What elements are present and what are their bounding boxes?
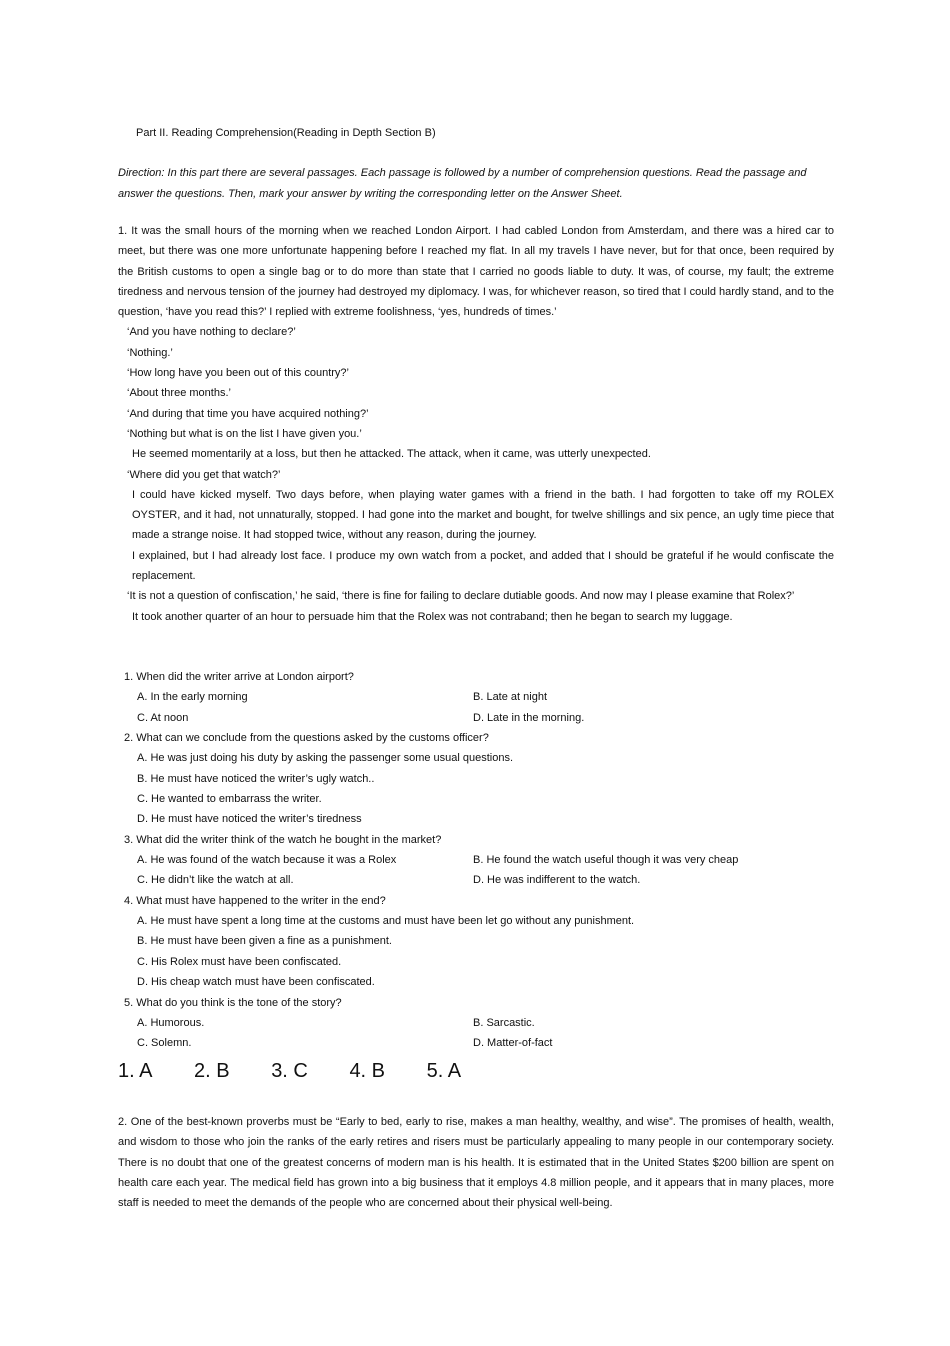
passage-1-paragraph: I explained, but I had already lost face. I produce my own watch from a pocket, and added that I should be grateful if he would confiscate the replacement. (132, 549, 834, 583)
answer-2: 2. B (194, 1060, 230, 1082)
dialogue-line: ‘Nothing.’ (127, 346, 173, 359)
option-d: D. He was indifferent to the watch. (473, 874, 641, 887)
answer-1: 1. A (118, 1060, 153, 1082)
option-b: B. He found the watch useful though it was very cheap (473, 854, 739, 867)
option-b: B. He must have noticed the writer’s ugly watch.. (137, 772, 375, 785)
dialogue-line: ‘And during that time you have acquired nothing?’ (127, 407, 369, 420)
question-stem: 4. What must have happened to the writer in the end? (124, 894, 386, 907)
passage-1 (118, 221, 834, 627)
question-stem: 5. What do you think is the tone of the story? (124, 996, 342, 1009)
passage-1-paragraph: I could have kicked myself. Two days before, when playing water games with a friend in the bath. I had forgotten to take off my ROLEX OYSTER, and it had, not unnaturally, stopped. I had gone into the market and bought, for twelve shillings and six pence, an ugly time piece that made a strange noise. It had stopped twice, without any reason, during the journey. (132, 488, 834, 542)
option-d: D. He must have noticed the writer’s tiredness (137, 813, 362, 826)
passage-2 (118, 1112, 834, 1213)
passage-2-paragraph: 2. One of the best-known proverbs must be “Early to bed, early to rise, makes a man healthy, wealthy, and wise”. The promises of health, wealth, and wisdom to those who join the ranks of the early retires and risers must be particularly appealing to many people in our contemporary society. There is no doubt that one of the greatest concerns of modern man is his health. It is estimated that in the United States $200 billion are spent on health care each year. The medical field has grown into a big business that it employs 4.8 million people, and it appears that in many places, more staff is needed to meet the demands of the people who are concerned about their physical well-being. (118, 1116, 834, 1210)
direction-text: Direction: In this part there are several passages. Each passage is followed by a number of comprehension questions. Read the passage and answer the questions. Then, mark your answer by writing the corresponding letter on the Answer Sheet. (118, 167, 807, 200)
option-d: D. His cheap watch must have been confiscated. (137, 976, 375, 989)
answer-3: 3. C (271, 1060, 308, 1082)
narration-line: He seemed momentarily at a loss, but then he attacked. The attack, when it came, was utterly unexpected. (132, 448, 651, 461)
dialogue-line: ‘Nothing but what is on the list I have given you.’ (127, 427, 362, 440)
option-c: C. He wanted to embarrass the writer. (137, 793, 322, 806)
dialogue-line: ‘Where did you get that watch?’ (127, 468, 281, 481)
question-list (124, 667, 834, 1054)
question-stem: 3. What did the writer think of the watch he bought in the market? (124, 833, 442, 846)
dialogue-line: ‘How long have you been out of this country?’ (127, 367, 349, 380)
option-c: C. His Rolex must have been confiscated. (137, 955, 342, 968)
dialogue-line: ‘And you have nothing to declare?’ (127, 326, 296, 339)
question-3 (124, 830, 834, 891)
passage-1-paragraph: ‘It is not a question of confiscation,’ he said, ‘there is fine for failing to declare dutiable goods. And now may I please examine that Rolex?’ (127, 590, 795, 603)
answer-5: 5. A (426, 1060, 462, 1082)
option-a: A. Humorous. (137, 1016, 205, 1029)
option-a: A. He was just doing his duty by asking the passenger some usual questions. (137, 752, 514, 765)
question-stem: 1. When did the writer arrive at London airport? (124, 671, 354, 683)
option-c: C. He didn’t like the watch at all. (137, 874, 294, 887)
question-5 (124, 993, 834, 1054)
dialogue-line: ‘About three months.’ (127, 387, 231, 400)
option-b: B. Sarcastic. (473, 1016, 535, 1029)
option-b: B. He must have been given a fine as a punishment. (137, 935, 392, 948)
question-2 (124, 728, 834, 830)
passage-1-paragraph: It took another quarter of an hour to persuade him that the Rolex was not contraband; then he began to search my luggage. (132, 610, 733, 623)
option-d: D. Late in the morning. (473, 711, 585, 724)
question-4 (124, 891, 834, 993)
option-c: C. Solemn. (137, 1037, 192, 1050)
option-a: A. He must have spent a long time at the customs and must have been let go without any punishment. (137, 915, 635, 928)
section-title: Part II. Reading Comprehension(Reading in Depth Section B) (136, 127, 436, 139)
passage-1-paragraph: 1. It was the small hours of the morning when we reached London Airport. I had cabled London from Amsterdam, and there was a hired car to meet, but there was one more unfortunate happening before I reached my flat. In all my travels I have never, but for that once, been required by the British customs to open a single bag or to do more than state that I carried no goods liable to duty. It was, of course, my fault; the extreme tiredness and nervous tension of the journey had destroyed my diplomacy. I was, for whichever reason, so tired that I could hardly stand, and to the question, ‘have you read this?’ I replied with extreme foolishness, ‘yes, hundreds of times.’ (118, 225, 834, 319)
option-b: B. Late at night (473, 691, 547, 704)
question-stem: 2. What can we conclude from the questions asked by the customs officer? (124, 732, 489, 745)
answer-4: 4. B (349, 1060, 386, 1082)
answer-key (118, 1060, 497, 1083)
option-c: C. At noon (137, 711, 189, 724)
option-a: A. In the early morning (137, 691, 248, 704)
option-d: D. Matter-of-fact (473, 1037, 553, 1050)
question-1 (124, 667, 834, 728)
option-a: A. He was found of the watch because it was a Rolex (137, 854, 397, 867)
